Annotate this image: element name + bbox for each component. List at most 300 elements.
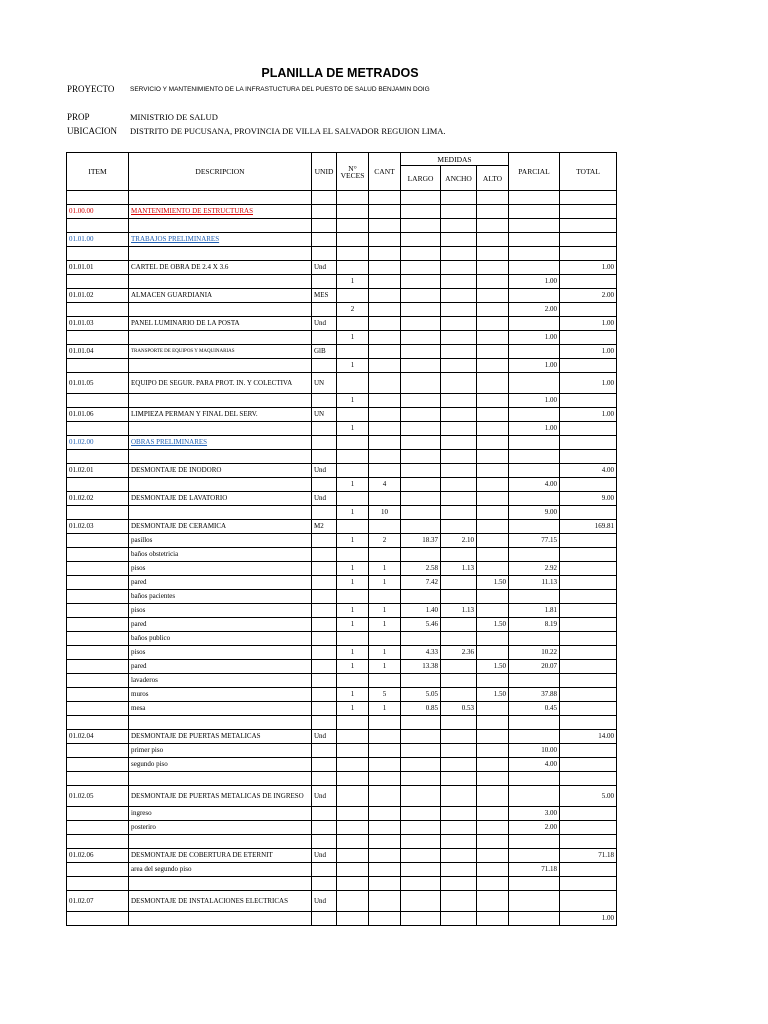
table-row [67, 450, 617, 464]
cell-descripcion: CARTEL DE OBRA DE 2.4 X 3.6 [129, 261, 312, 275]
cell-descripcion: TRANSPORTE DE EQUIPOS Y MAQUINARIAS [129, 345, 312, 359]
cell-item [67, 674, 129, 688]
table-row [67, 912, 617, 926]
cell-total: 4.00 [560, 464, 617, 478]
metrados-body [67, 191, 617, 926]
cell-veces: 1 [337, 478, 369, 492]
cell-parcial: 8.19 [509, 618, 560, 632]
cell-largo [401, 303, 441, 317]
cell-alto [477, 863, 509, 877]
cell-total [560, 835, 617, 849]
cell-descripcion: LIMPIEZA PERMAN Y FINAL DEL SERV. [129, 408, 312, 422]
cell-cant [369, 730, 401, 744]
cell-veces: 1 [337, 660, 369, 674]
cell-ancho [441, 548, 477, 562]
table-row [67, 618, 617, 632]
cell-descripcion [129, 506, 312, 520]
cell-descripcion: pasillos [129, 534, 312, 548]
cell-item [67, 394, 129, 408]
cell-veces [337, 674, 369, 688]
cell-alto [477, 534, 509, 548]
header-unid: UNID [312, 153, 337, 191]
cell-alto [477, 303, 509, 317]
cell-alto [477, 912, 509, 926]
cell-ancho [441, 744, 477, 758]
cell-parcial: 71.18 [509, 863, 560, 877]
cell-descripcion: baños obstetricia [129, 548, 312, 562]
cell-parcial [509, 191, 560, 205]
cell-largo [401, 205, 441, 219]
cell-veces [337, 912, 369, 926]
cell-veces [337, 261, 369, 275]
cell-parcial: 10.00 [509, 744, 560, 758]
cell-descripcion [129, 331, 312, 345]
cell-unid [312, 534, 337, 548]
cell-unid [312, 394, 337, 408]
cell-item [67, 191, 129, 205]
table-row [67, 646, 617, 660]
cell-ancho [441, 422, 477, 436]
cell-parcial: 2.00 [509, 303, 560, 317]
cell-total [560, 219, 617, 233]
cell-cant: 4 [369, 478, 401, 492]
cell-item [67, 303, 129, 317]
cell-total [560, 772, 617, 786]
cell-cant [369, 863, 401, 877]
cell-ancho [441, 674, 477, 688]
cell-unid [312, 877, 337, 891]
cell-ancho [441, 590, 477, 604]
cell-cant [369, 590, 401, 604]
cell-cant [369, 891, 401, 912]
header-descripcion: DESCRIPCION [129, 153, 312, 191]
cell-unid [312, 632, 337, 646]
cell-veces [337, 821, 369, 835]
cell-largo [401, 821, 441, 835]
cell-parcial: 1.81 [509, 604, 560, 618]
cell-veces [337, 219, 369, 233]
cell-total: 1.00 [560, 317, 617, 331]
cell-item [67, 618, 129, 632]
cell-cant [369, 548, 401, 562]
cell-item: 01.00.00 [67, 205, 129, 219]
cell-cant [369, 408, 401, 422]
cell-largo [401, 436, 441, 450]
table-row [67, 562, 617, 576]
table-row [67, 877, 617, 891]
cell-cant [369, 632, 401, 646]
table-row [67, 492, 617, 506]
cell-cant [369, 912, 401, 926]
cell-descripcion: pisos [129, 604, 312, 618]
cell-parcial [509, 716, 560, 730]
cell-item: 01.02.05 [67, 786, 129, 807]
table-row [67, 478, 617, 492]
table-row [67, 849, 617, 863]
cell-unid: Und [312, 786, 337, 807]
cell-largo [401, 730, 441, 744]
prop-value: MINISTRIO DE SALUD [130, 112, 218, 122]
cell-cant [369, 191, 401, 205]
cell-unid [312, 863, 337, 877]
header-medidas: MEDIDAS [401, 153, 509, 166]
table-row [67, 674, 617, 688]
cell-ancho: 2.36 [441, 646, 477, 660]
cell-parcial [509, 835, 560, 849]
cell-largo [401, 219, 441, 233]
cell-item: 01.01.04 [67, 345, 129, 359]
cell-total: 2.00 [560, 289, 617, 303]
cell-alto [477, 520, 509, 534]
cell-unid: UN [312, 373, 337, 394]
cell-total [560, 478, 617, 492]
cell-alto [477, 786, 509, 807]
cell-veces: 1 [337, 604, 369, 618]
cell-alto [477, 205, 509, 219]
cell-cant [369, 674, 401, 688]
table-row [67, 331, 617, 345]
cell-largo [401, 492, 441, 506]
cell-descripcion [129, 191, 312, 205]
cell-cant: 10 [369, 506, 401, 520]
table-row [67, 373, 617, 394]
cell-veces [337, 744, 369, 758]
cell-ancho [441, 233, 477, 247]
cell-veces [337, 590, 369, 604]
cell-ancho [441, 359, 477, 373]
cell-descripcion [129, 877, 312, 891]
cell-largo [401, 849, 441, 863]
cell-ancho [441, 835, 477, 849]
cell-item: 01.02.00 [67, 436, 129, 450]
cell-veces [337, 408, 369, 422]
cell-veces: 1 [337, 331, 369, 345]
cell-alto [477, 422, 509, 436]
cell-cant: 1 [369, 660, 401, 674]
cell-veces [337, 849, 369, 863]
cell-cant [369, 373, 401, 394]
cell-item [67, 450, 129, 464]
cell-parcial: 2.00 [509, 821, 560, 835]
cell-descripcion: area del segundo piso [129, 863, 312, 877]
cell-parcial [509, 205, 560, 219]
cell-item: 01.01.06 [67, 408, 129, 422]
cell-item [67, 604, 129, 618]
cell-unid: UN [312, 408, 337, 422]
cell-alto [477, 835, 509, 849]
cell-descripcion: OBRAS PRELIMINARES [129, 436, 312, 450]
cell-unid [312, 646, 337, 660]
cell-ancho [441, 807, 477, 821]
cell-parcial: 2.92 [509, 562, 560, 576]
cell-item [67, 632, 129, 646]
cell-total [560, 702, 617, 716]
cell-alto [477, 492, 509, 506]
cell-largo [401, 422, 441, 436]
cell-descripcion: ingreso [129, 807, 312, 821]
cell-parcial: 1.00 [509, 275, 560, 289]
cell-veces [337, 877, 369, 891]
table-row [67, 660, 617, 674]
cell-veces: 1 [337, 562, 369, 576]
cell-total [560, 359, 617, 373]
cell-total [560, 548, 617, 562]
cell-parcial [509, 261, 560, 275]
cell-alto [477, 730, 509, 744]
cell-total: 1.00 [560, 408, 617, 422]
cell-total: 5.00 [560, 786, 617, 807]
cell-veces: 1 [337, 618, 369, 632]
cell-largo [401, 772, 441, 786]
cell-total [560, 618, 617, 632]
cell-total: 71.18 [560, 849, 617, 863]
cell-total: 14.00 [560, 730, 617, 744]
cell-largo [401, 408, 441, 422]
cell-item [67, 247, 129, 261]
cell-total [560, 632, 617, 646]
cell-total [560, 877, 617, 891]
cell-alto [477, 807, 509, 821]
cell-cant [369, 849, 401, 863]
cell-largo [401, 289, 441, 303]
table-row [67, 520, 617, 534]
cell-total [560, 674, 617, 688]
cell-veces: 1 [337, 275, 369, 289]
cell-unid [312, 576, 337, 590]
cell-ancho [441, 317, 477, 331]
cell-cant [369, 261, 401, 275]
table-row [67, 247, 617, 261]
cell-cant [369, 317, 401, 331]
cell-veces [337, 716, 369, 730]
table-row [67, 786, 617, 807]
cell-cant [369, 394, 401, 408]
cell-alto [477, 219, 509, 233]
cell-alto [477, 436, 509, 450]
cell-parcial: 9.00 [509, 506, 560, 520]
cell-largo: 7.42 [401, 576, 441, 590]
cell-ancho [441, 891, 477, 912]
cell-descripcion [129, 219, 312, 233]
cell-cant [369, 877, 401, 891]
cell-unid [312, 219, 337, 233]
cell-descripcion: TRABAJOS PRELIMINARES [129, 233, 312, 247]
cell-item [67, 562, 129, 576]
cell-veces [337, 835, 369, 849]
cell-cant: 1 [369, 604, 401, 618]
cell-descripcion: DESMONTAJE DE INSTALACIONES ELECTRICAS [129, 891, 312, 912]
cell-descripcion: pared [129, 618, 312, 632]
cell-descripcion: DESMONTAJE DE PUERTAS METALICAS DE INGRESO [129, 786, 312, 807]
cell-item [67, 821, 129, 835]
table-row [67, 219, 617, 233]
cell-total: 169.81 [560, 520, 617, 534]
cell-ancho [441, 877, 477, 891]
cell-item [67, 758, 129, 772]
cell-unid [312, 744, 337, 758]
cell-total [560, 191, 617, 205]
cell-largo [401, 632, 441, 646]
table-row [67, 359, 617, 373]
cell-alto [477, 331, 509, 345]
cell-alto [477, 702, 509, 716]
cell-descripcion: pared [129, 576, 312, 590]
cell-descripcion: EQUIPO DE SEGUR. PARA PROT. IN. Y COLECTIVA [129, 373, 312, 394]
cell-cant [369, 205, 401, 219]
cell-veces: 1 [337, 646, 369, 660]
table-row [67, 891, 617, 912]
cell-parcial [509, 247, 560, 261]
cell-cant: 1 [369, 618, 401, 632]
cell-largo [401, 261, 441, 275]
ubicacion-label: UBICACION [67, 126, 118, 136]
cell-total [560, 436, 617, 450]
cell-item [67, 863, 129, 877]
header-veces: N° VECES [337, 153, 369, 191]
cell-largo [401, 359, 441, 373]
cell-alto [477, 478, 509, 492]
cell-unid [312, 912, 337, 926]
cell-descripcion: posteriro [129, 821, 312, 835]
cell-largo [401, 590, 441, 604]
cell-unid: Und [312, 317, 337, 331]
cell-parcial: 10.22 [509, 646, 560, 660]
cell-unid [312, 303, 337, 317]
cell-largo [401, 394, 441, 408]
cell-largo [401, 450, 441, 464]
cell-total [560, 394, 617, 408]
cell-ancho [441, 331, 477, 345]
cell-total [560, 807, 617, 821]
cell-veces [337, 205, 369, 219]
cell-ancho [441, 632, 477, 646]
cell-item [67, 275, 129, 289]
cell-item: 01.01.05 [67, 373, 129, 394]
cell-parcial: 3.00 [509, 807, 560, 821]
cell-cant [369, 744, 401, 758]
cell-parcial: 1.00 [509, 422, 560, 436]
table-row [67, 835, 617, 849]
cell-largo: 5.05 [401, 688, 441, 702]
table-row [67, 730, 617, 744]
cell-alto [477, 233, 509, 247]
cell-ancho [441, 205, 477, 219]
cell-largo: 13.38 [401, 660, 441, 674]
cell-veces: 1 [337, 506, 369, 520]
cell-item [67, 506, 129, 520]
cell-unid [312, 590, 337, 604]
cell-total [560, 205, 617, 219]
cell-largo [401, 331, 441, 345]
cell-parcial [509, 219, 560, 233]
cell-veces [337, 464, 369, 478]
proyecto-label: PROYECTO [67, 84, 115, 94]
cell-unid [312, 548, 337, 562]
cell-alto [477, 359, 509, 373]
cell-parcial [509, 548, 560, 562]
cell-unid [312, 674, 337, 688]
cell-cant [369, 786, 401, 807]
cell-parcial [509, 373, 560, 394]
cell-parcial: 11.13 [509, 576, 560, 590]
cell-item: 01.02.06 [67, 849, 129, 863]
cell-parcial [509, 912, 560, 926]
cell-veces [337, 345, 369, 359]
cell-unid: GlB [312, 345, 337, 359]
cell-unid: Und [312, 492, 337, 506]
cell-item [67, 702, 129, 716]
cell-unid: Und [312, 891, 337, 912]
cell-ancho [441, 345, 477, 359]
cell-alto [477, 317, 509, 331]
cell-ancho [441, 275, 477, 289]
cell-ancho [441, 786, 477, 807]
cell-item: 01.02.02 [67, 492, 129, 506]
cell-descripcion [129, 835, 312, 849]
cell-cant [369, 422, 401, 436]
cell-unid: Und [312, 261, 337, 275]
cell-unid [312, 688, 337, 702]
cell-parcial [509, 674, 560, 688]
cell-descripcion [129, 394, 312, 408]
cell-descripcion [129, 716, 312, 730]
cell-item [67, 590, 129, 604]
cell-total [560, 331, 617, 345]
cell-unid [312, 562, 337, 576]
cell-veces [337, 548, 369, 562]
cell-descripcion: baños publico [129, 632, 312, 646]
cell-item [67, 772, 129, 786]
cell-largo [401, 786, 441, 807]
cell-ancho [441, 191, 477, 205]
cell-total [560, 506, 617, 520]
cell-veces [337, 492, 369, 506]
cell-ancho [441, 576, 477, 590]
cell-item [67, 716, 129, 730]
cell-cant [369, 492, 401, 506]
cell-ancho [441, 660, 477, 674]
cell-item [67, 219, 129, 233]
cell-total [560, 422, 617, 436]
cell-total [560, 562, 617, 576]
cell-total [560, 716, 617, 730]
cell-total: 1.00 [560, 912, 617, 926]
cell-item [67, 744, 129, 758]
cell-descripcion [129, 450, 312, 464]
cell-veces: 2 [337, 303, 369, 317]
cell-largo [401, 233, 441, 247]
cell-ancho [441, 464, 477, 478]
cell-parcial: 1.00 [509, 359, 560, 373]
cell-item [67, 331, 129, 345]
cell-alto: 1.50 [477, 688, 509, 702]
cell-descripcion [129, 275, 312, 289]
cell-parcial: 37.88 [509, 688, 560, 702]
cell-largo [401, 373, 441, 394]
cell-unid [312, 450, 337, 464]
cell-unid [312, 436, 337, 450]
cell-ancho [441, 506, 477, 520]
cell-parcial [509, 849, 560, 863]
cell-parcial [509, 436, 560, 450]
cell-parcial [509, 492, 560, 506]
cell-ancho [441, 247, 477, 261]
cell-ancho [441, 912, 477, 926]
cell-ancho [441, 450, 477, 464]
cell-unid [312, 772, 337, 786]
cell-unid [312, 331, 337, 345]
cell-largo: 4.33 [401, 646, 441, 660]
